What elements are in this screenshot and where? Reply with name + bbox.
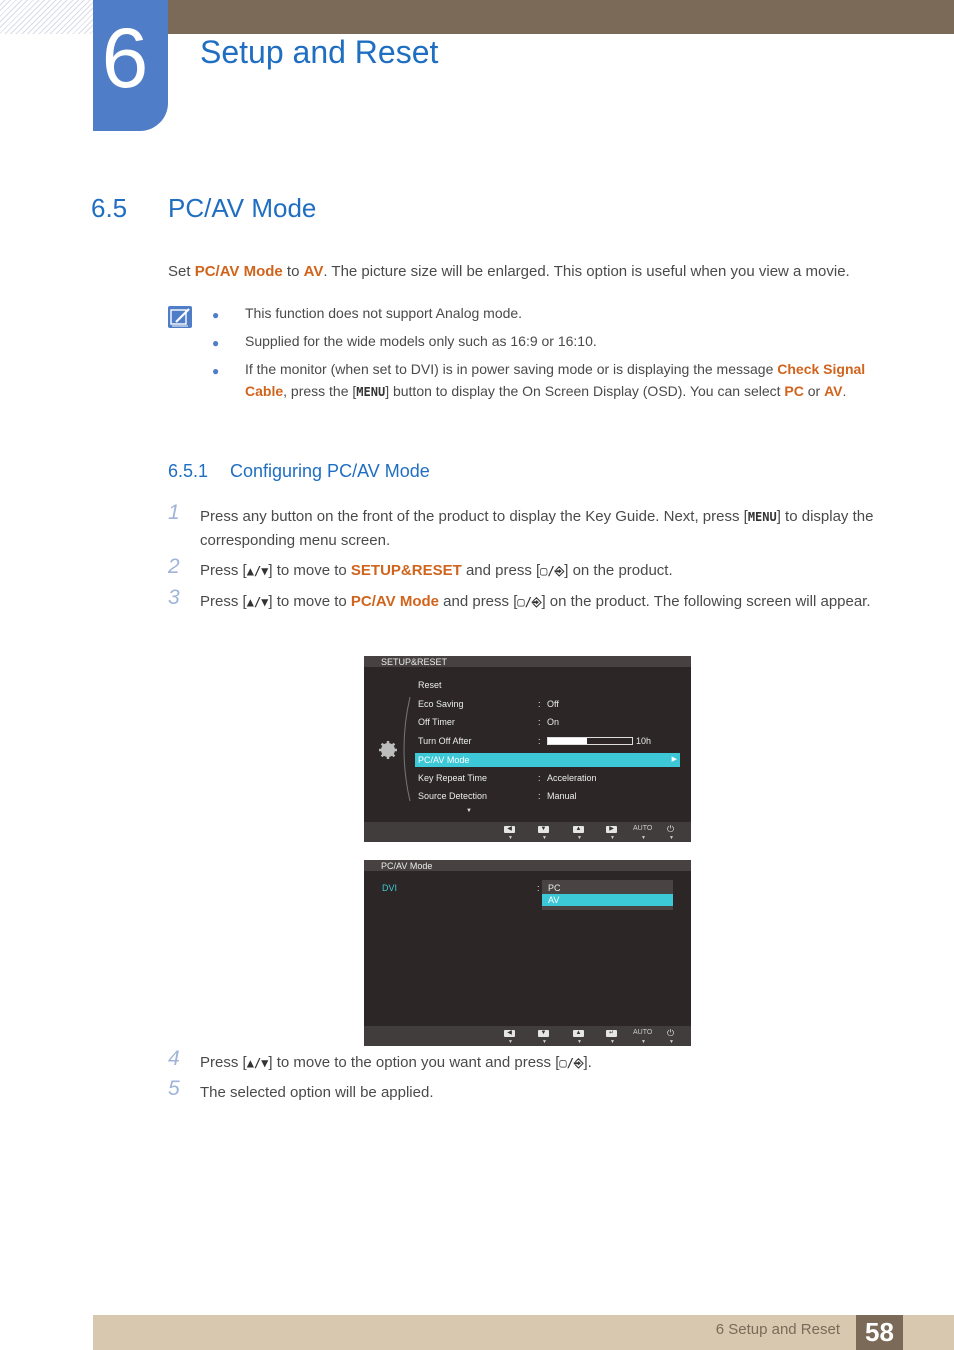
menu-value: 10h: [636, 736, 652, 746]
intro-text: to: [282, 263, 304, 280]
step-1: [168, 501, 888, 555]
note-pencil-icon-graphic: [168, 306, 192, 328]
left-key-icon[interactable]: ◀: [504, 826, 515, 833]
auto-key-label[interactable]: AUTO: [633, 825, 653, 832]
subsection-heading: [168, 461, 430, 482]
step-text: Press [▲/▼] to move to PC/AV Mode and press [▢/⎆] on the product. The following screen will appear.: [200, 593, 871, 610]
highlight-check-signal: Check Signal Cable: [245, 361, 866, 399]
osd-setup-reset: [364, 656, 691, 842]
menu-item-off-timer[interactable]: Off Timer : On: [418, 717, 560, 727]
menu-value: Manual: [547, 791, 577, 801]
header-hatch: [0, 0, 93, 34]
intro-text: . The picture size will be enlarged. This option is useful when you view a movie.: [323, 263, 850, 280]
enter-key-icon[interactable]: ↵: [606, 1030, 617, 1037]
osd-key-guide: ◀ ▼ ▼ ▼ ▲ ▼ ↵ ▼ AUTO ▼ ⏻ ▼: [364, 1026, 691, 1046]
menu-key: MENU: [747, 510, 777, 524]
step-text: Press [▲/▼] to move to the option you want and press [▢/⎆].: [200, 1054, 592, 1071]
step-2: [168, 555, 888, 585]
section-heading: [91, 193, 317, 224]
down-key-icon[interactable]: ▼: [538, 826, 549, 833]
option-pc[interactable]: PC: [548, 883, 561, 893]
menu-item-turn-off-after[interactable]: Turn Off After : 10h: [418, 736, 652, 746]
page-number: 58: [856, 1315, 903, 1350]
intro-highlight-pcav: PC/AV Mode: [194, 263, 283, 280]
power-icon[interactable]: ⏻: [667, 1028, 675, 1038]
osd-header: [364, 860, 691, 871]
note-text: Supplied for the wide models only such as 16:9 or 16:10.: [245, 333, 597, 349]
note-bullet-2: [212, 330, 892, 352]
osd-title: PC/AV Mode: [381, 861, 433, 871]
note-bullet-3: [212, 358, 892, 424]
highlight-setup-reset: SETUP&RESET: [350, 562, 462, 579]
chevron-right-icon: ▶: [671, 756, 677, 763]
step-number: 3: [168, 586, 180, 609]
up-down-keys: ▲/▼: [246, 1056, 269, 1070]
power-icon[interactable]: ⏻: [667, 824, 675, 834]
step-5: [168, 1077, 888, 1107]
step-number: 5: [168, 1077, 180, 1100]
note-bullet-1: [212, 302, 892, 324]
menu-item-eco-saving[interactable]: Eco Saving : Off: [418, 699, 559, 709]
step-text: Press [▲/▼] to move to SETUP&RESET and press [▢/⎆] on the product.: [200, 562, 673, 579]
timer-slider-fill: [548, 738, 587, 744]
timer-slider[interactable]: [547, 737, 633, 745]
option-list: [542, 880, 673, 910]
menu-arc-decoration: [400, 696, 412, 802]
subsection-title: Configuring PC/AV Mode: [230, 461, 430, 481]
step-text: The selected option will be applied.: [200, 1084, 434, 1101]
menu-item-key-repeat-time[interactable]: Key Repeat Time : Acceleration: [418, 773, 597, 783]
highlight-pcav-mode: PC/AV Mode: [350, 593, 439, 610]
menu-item-reset[interactable]: Reset: [418, 680, 442, 690]
highlight-av: AV: [824, 383, 843, 399]
menu-item-source-detection[interactable]: Source Detection : Manual: [418, 791, 577, 801]
chapter-title: Setup and Reset: [200, 34, 439, 70]
up-key-icon[interactable]: ▲: [573, 1030, 584, 1037]
menu-item-pcav-mode[interactable]: PC/AV Mode ▶: [415, 753, 680, 767]
section-title: PC/AV Mode: [168, 193, 317, 223]
down-key-icon[interactable]: ▼: [538, 1030, 549, 1037]
highlight-pc: PC: [784, 383, 804, 399]
bullet-dot-icon: ●: [212, 364, 220, 378]
intro-highlight-av: AV: [303, 263, 324, 280]
step-3: [168, 586, 888, 640]
step-4: [168, 1047, 888, 1077]
step-text: Press any button on the front of the product to display the Key Guide. Next, press [MENU] to display the corresponding menu screen.: [200, 508, 874, 549]
osd-key-guide: ◀ ▼ ▼ ▼ ▲ ▼ ▶ ▼ AUTO ▼ ⏻ ▼: [364, 822, 691, 842]
osd-pcav-mode: [364, 860, 691, 1046]
auto-key-label[interactable]: AUTO: [633, 1029, 653, 1036]
step-number: 1: [168, 501, 180, 524]
gear-icon: [378, 740, 398, 760]
bullet-dot-icon: ●: [212, 308, 220, 322]
colon: :: [537, 883, 540, 893]
header-bar: [168, 0, 954, 34]
osd-header: [364, 656, 691, 667]
up-down-keys: ▲/▼: [246, 595, 269, 609]
menu-value: Acceleration: [547, 773, 597, 783]
scroll-down-icon: ▼: [466, 808, 472, 814]
menu-key: MENU: [356, 385, 386, 399]
step-number: 2: [168, 555, 180, 578]
menu-value: Off: [547, 699, 559, 709]
intro-paragraph: [168, 263, 850, 280]
option-av[interactable]: AV: [542, 894, 673, 906]
note-pencil-icon: [168, 306, 192, 328]
note-text: This function does not support Analog mode.: [245, 305, 523, 321]
enter-keys: ▢/⎆: [559, 1056, 584, 1070]
up-down-keys: ▲/▼: [246, 564, 269, 578]
note-text: If the monitor (when set to DVI) is in power saving mode or is displaying the message Check Signal Cable, press the [MENU] button to display the On Screen Display (OSD). You can select PC or AV.: [245, 361, 866, 399]
step-number: 4: [168, 1047, 180, 1070]
intro-text: Set: [168, 263, 195, 280]
right-key-icon[interactable]: ▶: [606, 826, 617, 833]
subsection-number: 6.5.1: [168, 461, 209, 481]
left-key-icon[interactable]: ◀: [504, 1030, 515, 1037]
up-key-icon[interactable]: ▲: [573, 826, 584, 833]
menu-value: On: [547, 717, 560, 727]
source-label: DVI: [382, 883, 398, 893]
chapter-number: 6: [101, 11, 149, 105]
enter-keys: ▢/⎆: [517, 595, 542, 609]
enter-keys: ▢/⎆: [540, 564, 565, 578]
bullet-dot-icon: ●: [212, 336, 220, 350]
osd-title: SETUP&RESET: [381, 657, 448, 667]
section-number: 6.5: [91, 193, 128, 223]
footer-chapter-label: 6 Setup and Reset: [715, 1321, 840, 1338]
